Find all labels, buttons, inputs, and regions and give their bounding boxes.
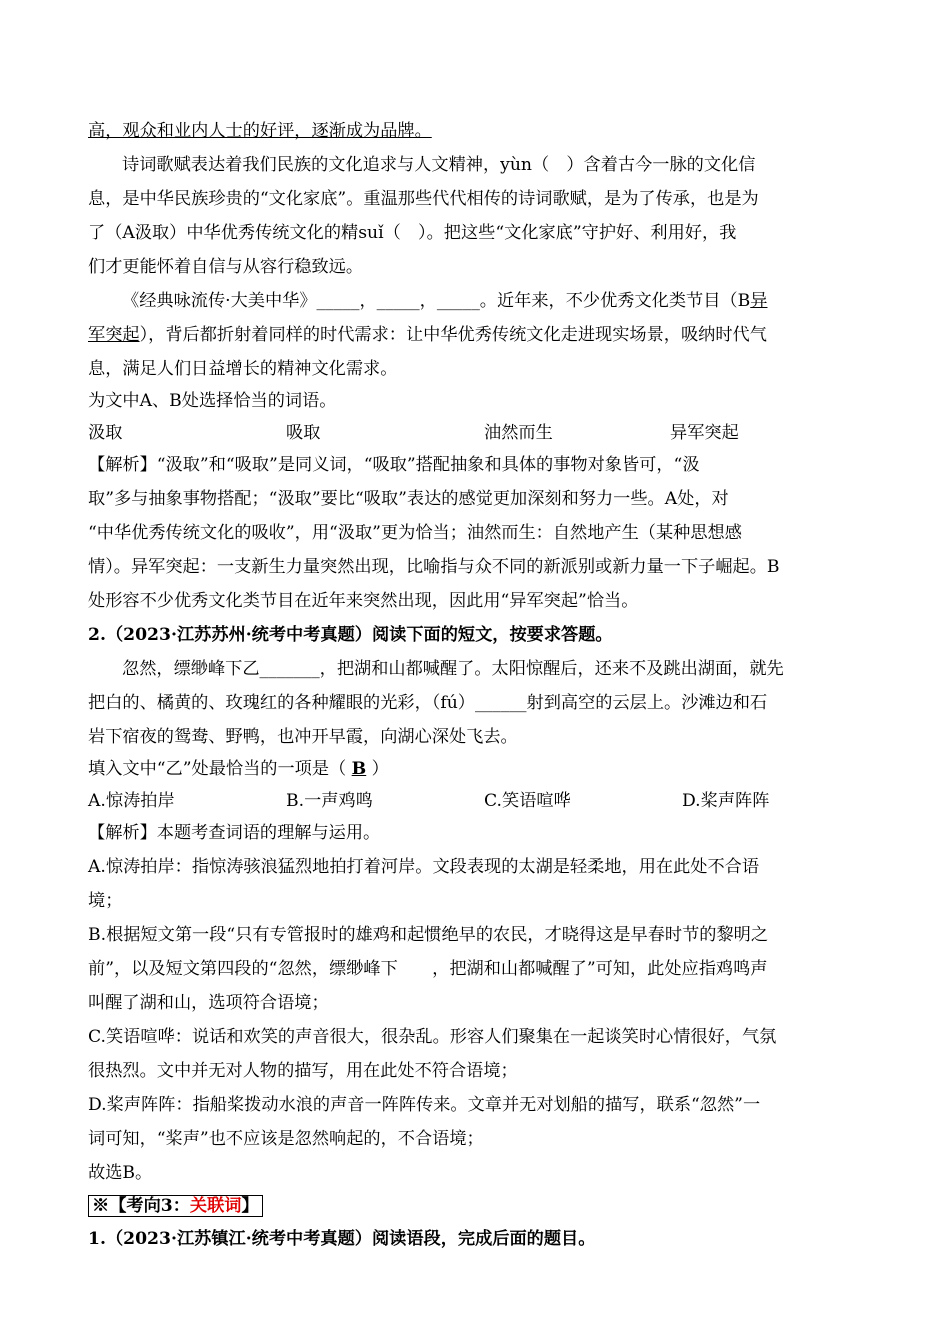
text-line: 息，满足人们日益增长的精神文化需求。 [88,359,398,379]
underlined-term: 军突起 [88,325,140,345]
analysis-line: 叫醒了湖和山，选项符合语境； [88,993,329,1013]
text-line: 们才更能怀着自信与从容行稳致远。 [88,257,364,277]
text-line: 军突起），背后都折射着同样的时代需求：让中华优秀传统文化走进现实场景，吸纳时代气 [88,325,767,345]
analysis-line: 境； [88,891,123,911]
analysis-line: 前”，以及短文第四段的“忽然，缥缈峰下 ，把湖和山都喊醒了”可知，此处应指鸡鸣声 [88,959,768,979]
text-line: 把白的、橘黄的、玫瑰红的各种耀眼的光彩，（fú）______射到高空的云层上。沙滩边和石 [88,693,768,713]
section-title: 关联词 [189,1196,242,1216]
option: C.笑语喧哗 [484,791,571,811]
question-prompt: 填入文中“乙”处最恰当的一项是（ B ） [88,759,389,779]
option: B.一声鸡鸣 [286,791,373,811]
option: D.桨声阵阵 [682,791,770,811]
analysis-line: 很热烈。文中并无对人物的描写，用在此处不符合语境； [88,1061,518,1081]
choice-options [88,790,864,812]
analysis-line: 故选B。 [88,1163,153,1183]
analysis-line: D.桨声阵阵：指船桨拨动水浪的声音一阵阵传来。文章并无对划船的描写，联系“忽然”一 [88,1095,761,1115]
text-line: 岩下宿夜的鸳鸯、野鸭，也冲开早霞，向湖心深处飞去。 [88,727,518,747]
question-heading: 2.（2023·江苏苏州·统考中考真题）阅读下面的短文，按要求答题。 [88,625,613,645]
text-line: 高，观众和业内人士的好评，逐渐成为品牌。 [88,121,432,141]
analysis-line: 【解析】“汲取”和“吸取”是同义词，“吸取”搭配抽象和具体的事物对象皆可，“汲 [88,455,700,475]
question-prompt: 为文中A、B处选择恰当的词语。 [88,391,337,411]
analysis-line: C.笑语喧哗：说话和欢笑的声音很大，很杂乱。形容人们聚集在一起谈笑时心情很好，气氛 [88,1027,777,1047]
analysis-line: 词可知，“桨声”也不应该是忽然响起的，不合语境； [88,1129,484,1149]
section-heading: ※【考向3：关联词】 [88,1195,263,1217]
word-options [88,422,864,444]
option: 吸取 [286,423,321,443]
option: A.惊涛拍岸 [88,791,175,811]
underlined-term: 异 [750,291,768,311]
text-line: 《经典咏流传·大美中华》_____，_____，_____。近年来，不少优秀文化类节目（B异 [122,291,768,311]
text-line: 了（A汲取）中华优秀传统文化的精suǐ（ ）。把这些“文化家底”守护好、利用好，我 [88,223,737,243]
analysis-line: A.惊涛拍岸：指惊涛骇浪猛烈地拍打着河岸。文段表现的太湖是轻柔地，用在此处不合语 [88,857,760,877]
analysis-line: 情）。异军突起：一支新生力量突然出现，比喻指与众不同的新派别或新力量一下子崛起。B [88,557,780,577]
analysis-line: 取”多与抽象事物搭配；“汲取”要比“吸取”表达的感觉更加深刻和努力一些。A处，对 [88,489,729,509]
option: 异军突起 [670,423,739,443]
answer: B [351,759,367,779]
option: 汲取 [88,423,123,443]
analysis-line: B.根据短文第一段“只有专管报时的雄鸡和起惯绝早的农民，才晓得这是早春时节的黎明之 [88,925,769,945]
option: 油然而生 [484,423,553,443]
analysis-line: “中华优秀传统文化的吸收”，用“汲取”更为恰当；油然而生：自然地产生（某种思想感 [88,523,742,543]
text-line: 诗词歌赋表达着我们民族的文化追求与人文精神，yùn（ ）含着古今一脉的文化信 [122,155,756,175]
analysis-line: 处形容不少优秀文化类节目在近年来突然出现，因此用“异军突起”恰当。 [88,591,639,611]
question-heading: 1.（2023·江苏镇江·统考中考真题）阅读语段，完成后面的题目。 [88,1229,596,1249]
analysis-line: 【解析】本题考查词语的理解与运用。 [88,823,381,843]
text-line: 息，是中华民族珍贵的“文化家底”。重温那些代代相传的诗词歌赋，是为了传承，也是为 [88,189,759,209]
text-line: 忽然，缥缈峰下乙_______，把湖和山都喊醒了。太阳惊醒后，还来不及跳出湖面，就先 [122,659,784,679]
